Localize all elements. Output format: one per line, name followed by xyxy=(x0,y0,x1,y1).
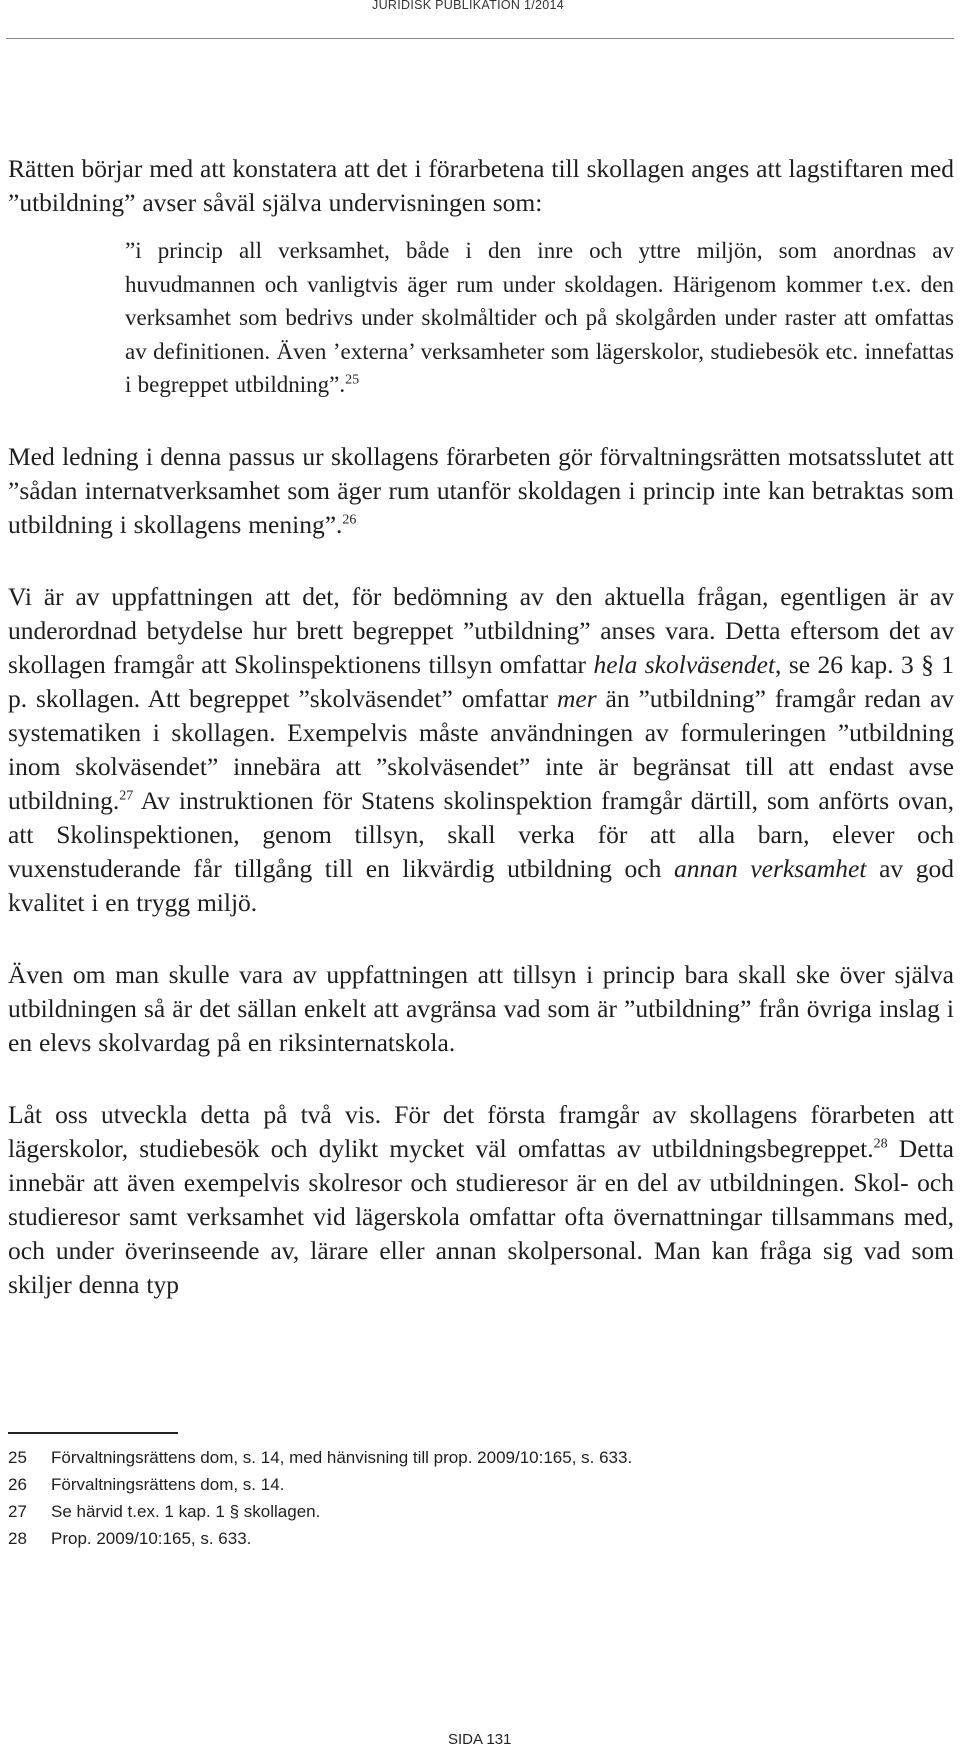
paragraph-2 xyxy=(8,440,954,542)
paragraph-1: Rätten börjar med att konstatera att det i förarbetena till skollagen anges att lagstiftaren med ”utbildning” avser såväl själva undervisningen som: xyxy=(8,154,954,217)
footnote-text: Prop. 2009/10:165, s. 633. xyxy=(51,1529,252,1548)
footnote-divider xyxy=(8,1432,178,1434)
footnote-number: 25 xyxy=(8,1448,27,1467)
footnote-25 xyxy=(8,1444,632,1471)
footnote-ref-26: 26 xyxy=(342,512,357,527)
footnote-28 xyxy=(8,1525,632,1552)
paragraph-3-part-e: av god kvalitet i en trygg miljö. xyxy=(8,853,955,917)
paragraph-3-part-b: , se 26 kap. 3 § 1 p. skollagen. Att begreppet ”skolväsendet” omfattar xyxy=(8,649,954,713)
emphasis-hela-skolvasendet: hela skolväsendet xyxy=(593,649,776,679)
publication-title: JURIDISK PUBLIKATION 1/2014 xyxy=(372,0,564,12)
footnote-number: 27 xyxy=(8,1502,27,1521)
footnote-number: 28 xyxy=(8,1529,27,1548)
footnote-ref-25: 25 xyxy=(345,372,360,388)
paragraph-3-part-d: Av instruktionen för Statens skolinspektion framgår därtill, som anförts ovan, att Skolinspektionen, genom tillsyn, skall verka för att alla barn, elever och vuxenstuderande får tillgång till en likvärdig utbildning och xyxy=(8,785,954,883)
footnote-ref-28: 28 xyxy=(873,1136,888,1151)
emphasis-mer: mer xyxy=(556,683,597,713)
paragraph-5 xyxy=(8,1098,954,1302)
footnote-number: 26 xyxy=(8,1475,27,1494)
footnotes xyxy=(8,1444,632,1552)
block-quote xyxy=(125,234,954,402)
footnote-text: Förvaltningsrättens dom, s. 14, med hänvisning till prop. 2009/10:165, s. 633. xyxy=(51,1448,633,1467)
paragraph-3-part-a: Vi är av uppfattningen att det, för bedömning av den aktuella frågan, egentligen är av underordnad betydelse hur brett begreppet ”utbildning” anses vara. Detta eftersom det av skollagen framgår att Skolinspektionens tillsyn omfattar xyxy=(8,581,954,679)
paragraph-2-text: Med ledning i denna passus ur skollagens förarbeten gör förvaltningsrätten motsatsslutet att ”sådan internatverksamhet som äger rum utanför skoldagen i princip inte kan betraktas som utbildning i skollagens mening”. xyxy=(8,441,954,539)
article-body xyxy=(8,152,954,1302)
paragraph-4: Även om man skulle vara av uppfattningen att tillsyn i princip bara skall ske över själva utbildningen så är det sällan enkelt att avgränsa vad som är ”utbildning” från övriga inslag i en elevs skolvardag på en riksinternatskola. xyxy=(8,959,954,1057)
footnote-27 xyxy=(8,1498,632,1525)
footnote-26 xyxy=(8,1471,632,1498)
page-header xyxy=(6,0,954,39)
paragraph-5-part-b: Detta innebär att även exempelvis skolresor och studieresor är en del av utbildningen. Skol- och studieresor samt verksamhet vid lägerskola omfattar ofta övernattningar tillsammans med, och under överinseende av, lärare eller annan skolpersonal. Man kan fråga sig vad som skiljer denna typ xyxy=(8,1133,954,1299)
quote-text: ”i princip all verksamhet, både i den inre och yttre miljön, som anordnas av huvudmannen och vanligtvis äger rum under skoldagen. Härigenom kommer t.ex. den verksamhet som bedrivs under skolmåltider och på skolgården under raster att omfattas av definitionen. Även ’externa’ verksamheter som lägerskolor, studiebesök etc. innefattas i begreppet utbildning”. xyxy=(125,238,954,397)
footnote-ref-27: 27 xyxy=(119,788,134,803)
paragraph-5-part-a: Låt oss utveckla detta på två vis. För det första framgår av skollagens förarbeten att lägerskolor, studiebesök och dylikt mycket väl omfattas av utbildningsbegreppet. xyxy=(8,1099,954,1163)
paragraph-3-part-c: än ”utbildning” framgår redan av systematiken i skollagen. Exempelvis måste användningen av formuleringen ”utbildning inom skolväsendet” innebära att ”skolväsendet” inte är begränsat till att endast avse utbildning. xyxy=(8,683,955,815)
footnote-text: Se härvid t.ex. 1 kap. 1 § skollagen. xyxy=(51,1502,321,1521)
paragraph-3 xyxy=(8,580,954,920)
emphasis-annan-verksamhet: annan verksamhet xyxy=(673,853,867,883)
footnote-text: Förvaltningsrättens dom, s. 14. xyxy=(51,1475,285,1494)
page-number: SIDA 131 xyxy=(448,1731,512,1748)
